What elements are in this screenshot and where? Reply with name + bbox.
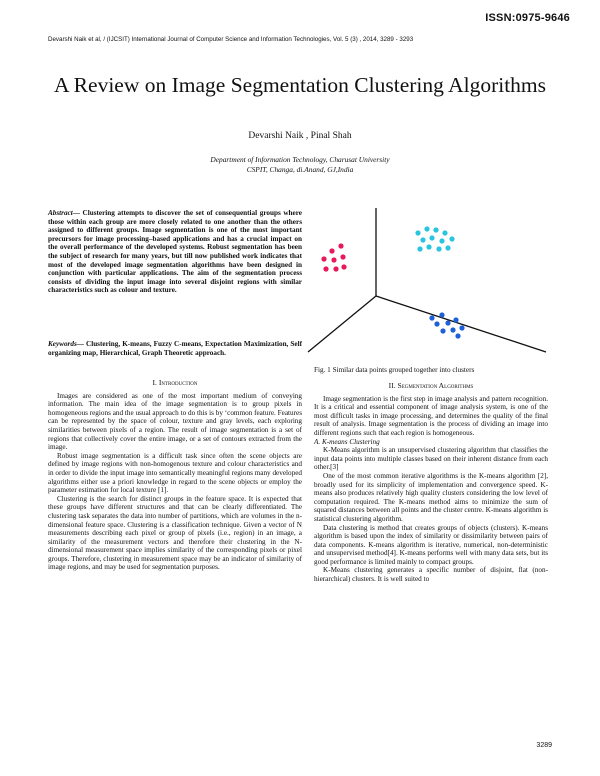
keywords-label: Keywords—	[48, 340, 84, 348]
data-point	[433, 227, 438, 232]
cluster-pink	[321, 243, 346, 271]
data-point	[415, 230, 420, 235]
paragraph: Clustering is the search for distinct groups in the feature space. It is expected that these groups have different structures and that can be clearly differentiated. The clustering task separates the data into number of partitions, which are volumes in the n-dimensional feature space. Clustering is a classification technique. Given a vector of N measurements describing each pixel or group of pixels (i.e., region) in an image, a similarity of the measurement vectors and therefore their clustering in the N-dimensional measurement space implies similarity of the corresponding pixels or pixel groups. Therefore, clustering in measurement space may be an indicator of similarity of image regions, and may be used for segmentation purposes.	[48, 494, 302, 572]
keywords-text: Clustering, K-means, Fuzzy C-means, Expectation Maximization, Self organizing map, Hierarchical, Graph Theoretic approach.	[48, 340, 302, 357]
data-point	[417, 246, 422, 251]
cluster-blue	[429, 312, 464, 338]
figure-caption: Fig. 1 Similar data points grouped together into clusters	[314, 366, 475, 374]
cluster-figure	[306, 202, 556, 354]
data-point	[329, 248, 334, 253]
axis-x	[376, 296, 546, 352]
data-point	[453, 317, 458, 322]
section-introduction	[48, 379, 302, 572]
data-point	[340, 254, 345, 259]
data-point	[333, 266, 338, 271]
data-point	[455, 333, 460, 338]
data-point	[439, 312, 444, 317]
data-point	[445, 320, 450, 325]
abstract-text: Clustering attempts to discover the set of consequential groups where those within each group are more closely related to one another than the others assigned to different groups. Image segmentation is one of the most important precursors for image processing–based applications and has a crucial impact on the overall performance of the developed systems. Robust segmentation has been the subject of research for many years, but till now published work indicates that most of the developed image segmentation algorithms have been designed in conjunction with particular applications. The aim of the segmentation process consists of dividing the input image into several disjoint regions with similar characteristics such as colour and texture.	[48, 209, 302, 295]
data-point	[449, 236, 454, 241]
data-point	[331, 257, 336, 262]
paragraph: Robust image segmentation is a difficult task since often the scene objects are defined by image regions with non-homogenous texture and colour characteristics and in order to divide the input image into semantically meaningful regions many developed algorithms either use a priori knowledge in regard to the scene objects or employ the parameter estimation for local texture [1].	[48, 451, 302, 495]
affiliation	[0, 155, 600, 175]
keywords	[48, 340, 302, 357]
data-point	[439, 238, 444, 243]
authors: Devarshi Naik , Pinal Shah	[248, 131, 352, 141]
data-point	[341, 264, 346, 269]
data-point	[424, 226, 429, 231]
abstract	[48, 209, 302, 295]
data-point	[338, 243, 343, 248]
data-point	[429, 235, 434, 240]
paragraph: K-Means algorithm is an unsupervised clustering algorithm that classifies the input data points into multiple classes based on their inherent distance from each other.[3]	[314, 446, 548, 472]
data-point	[442, 230, 447, 235]
data-point	[323, 266, 328, 271]
paragraph: Images are considered as one of the most important medium of conveying information. The main idea of the image segmentation is to group pixels in homogeneous regions and the usual approach to do this is by ‘common feature. Features can be represented by the space of colour, texture and gray levels, each exploring similarities between pixels of a region. The result of image segmentation is a set of regions that collectively cover the entire image, or a set of contours extracted from the image.	[48, 391, 302, 452]
data-point	[429, 315, 434, 320]
running-head: Devarshi Naik et al, / (IJCSIT) International Journal of Computer Science and Information Technologies, Vol. 5 (3) , 2014, 3289 - 3293	[48, 36, 414, 43]
paragraph: One of the most common iterative algorithms is the K-means algorithm [2], broadly used for its simplicity of implementation and convergence speed. K-means also produces relatively high quality clusters considering the low level of computation required. The K-means method aims to minimize the sum of squared distances between all points and the cluster centre. K-means algorithm is statistical clustering algorithm.	[314, 471, 548, 523]
abstract-label: Abstract—	[48, 209, 80, 217]
section-heading-introduction: I. Introduction	[152, 378, 198, 387]
paper-title: A Review on Image Segmentation Clustering Algorithms	[53, 73, 547, 97]
data-point	[445, 245, 450, 250]
section-heading-segmentation: II. Segmentation Algorithms	[388, 381, 474, 390]
data-point	[420, 237, 425, 242]
cluster-cyan	[415, 226, 454, 251]
data-point	[434, 321, 439, 326]
page-number: 3289	[536, 742, 552, 749]
paragraph: Image segmentation is the first step in image analysis and pattern recognition. It is a critical and essential component of image analysis system, is one of the most difficult tasks in image processing, and determines the quality of the final result of analysis. Image segmentation is the process of dividing an image into different regions such that each region is homogeneous.	[314, 394, 548, 437]
affiliation-line-1: Department of Information Technology, Charusat University	[210, 155, 390, 164]
data-point	[450, 327, 455, 332]
affiliation-line-2: CSPIT, Changa, di.Anand, GJ,India	[246, 165, 354, 174]
paragraph: K-Means clustering generates a specific number of disjoint, flat (non-hierarchical) clusters. It is well suited to	[314, 566, 548, 584]
axis-diagonal	[308, 296, 376, 352]
data-point	[440, 328, 445, 333]
issn: ISSN:0975-9646	[485, 12, 570, 24]
data-point	[459, 325, 464, 330]
paragraph: Data clustering is method that creates groups of objects (clusters). K-means algorithm is based upon the index of similarity or dissimilarity between pairs of data components. K-means algorithm is iterative, numerical, non-deterministic and unsupervised method[4]. K-means performs well with many data sets, but its good performance is limited mainly to compact groups.	[314, 523, 548, 566]
section-segmentation-algorithms	[314, 382, 548, 584]
subsection-heading-kmeans: A. K-means Clustering	[314, 437, 380, 446]
data-point	[426, 244, 431, 249]
data-point	[436, 246, 441, 251]
data-point	[321, 256, 326, 261]
